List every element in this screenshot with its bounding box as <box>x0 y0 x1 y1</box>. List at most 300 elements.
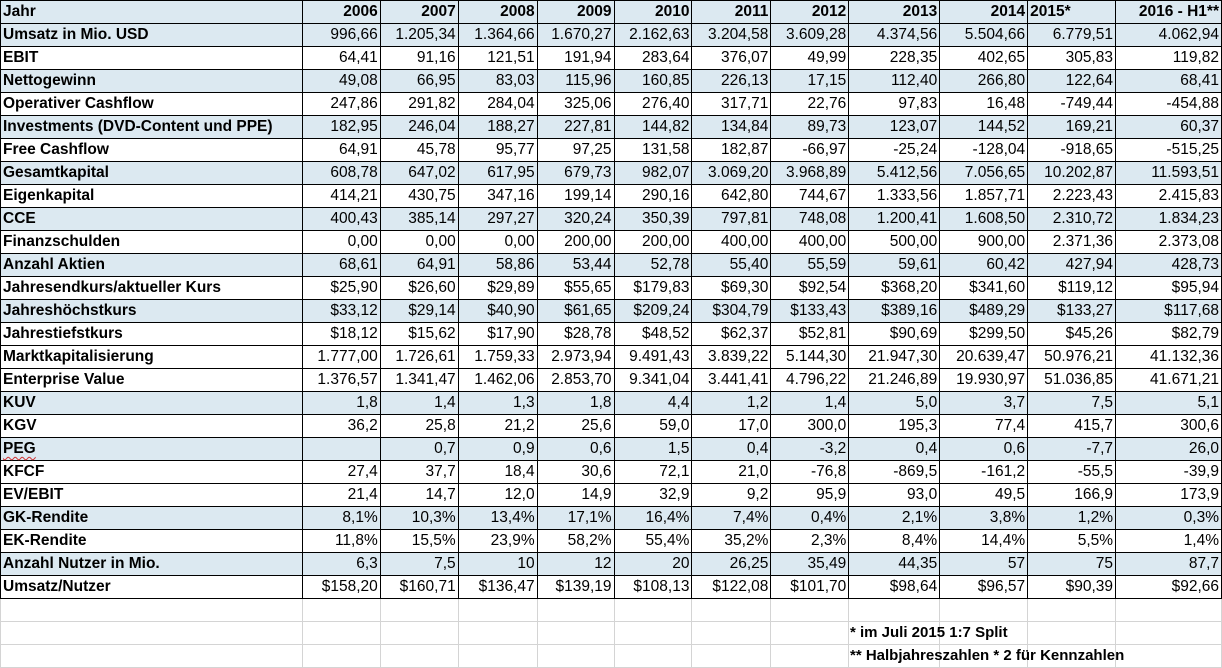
value-cell[interactable]: -76,8 <box>771 461 849 484</box>
value-cell[interactable]: $62,37 <box>692 323 771 346</box>
empty-cell[interactable] <box>692 645 771 668</box>
value-cell[interactable]: 7,5 <box>380 553 458 576</box>
value-cell[interactable]: 182,87 <box>692 139 771 162</box>
value-cell[interactable]: $92,66 <box>1116 576 1222 599</box>
empty-cell[interactable] <box>1116 622 1222 645</box>
value-cell[interactable]: 4,4 <box>614 392 692 415</box>
value-cell[interactable]: 55,59 <box>771 254 849 277</box>
value-cell[interactable]: 9.341,04 <box>614 369 692 392</box>
row-label[interactable] <box>1 438 303 461</box>
value-cell[interactable]: 1,5 <box>614 438 692 461</box>
value-cell[interactable]: 53,44 <box>537 254 614 277</box>
value-cell[interactable]: 11.593,51 <box>1116 162 1222 185</box>
value-cell[interactable]: 18,4 <box>458 461 537 484</box>
value-cell[interactable]: 35,2% <box>692 530 771 553</box>
value-cell[interactable]: 3.968,89 <box>771 162 849 185</box>
value-cell[interactable]: 123,07 <box>849 116 940 139</box>
row-label[interactable]: Jahresendkurs/aktueller Kurs <box>1 277 303 300</box>
empty-cell[interactable] <box>1 622 303 645</box>
value-cell[interactable]: 2.310,72 <box>1028 208 1116 231</box>
value-cell[interactable] <box>302 438 380 461</box>
value-cell[interactable]: -7,7 <box>1028 438 1116 461</box>
value-cell[interactable]: 57 <box>940 553 1028 576</box>
value-cell[interactable]: 25,6 <box>537 415 614 438</box>
value-cell[interactable]: $158,20 <box>302 576 380 599</box>
value-cell[interactable]: 45,78 <box>380 139 458 162</box>
empty-cell[interactable] <box>771 622 849 645</box>
row-label[interactable]: EK-Rendite <box>1 530 303 553</box>
value-cell[interactable]: 283,64 <box>614 47 692 70</box>
value-cell[interactable]: 608,78 <box>302 162 380 185</box>
value-cell[interactable]: 30,6 <box>537 461 614 484</box>
value-cell[interactable]: 2.371,36 <box>1028 231 1116 254</box>
empty-cell[interactable] <box>1028 622 1116 645</box>
value-cell[interactable]: $133,27 <box>1028 300 1116 323</box>
value-cell[interactable]: 1,2 <box>692 392 771 415</box>
value-cell[interactable]: 27,4 <box>302 461 380 484</box>
empty-cell[interactable] <box>771 645 849 668</box>
value-cell[interactable]: $26,60 <box>380 277 458 300</box>
value-cell[interactable]: 3,8% <box>940 507 1028 530</box>
value-cell[interactable]: $15,62 <box>380 323 458 346</box>
value-cell[interactable]: 5.504,66 <box>940 24 1028 47</box>
value-cell[interactable]: 427,94 <box>1028 254 1116 277</box>
value-cell[interactable]: $136,47 <box>458 576 537 599</box>
value-cell[interactable]: 199,14 <box>537 185 614 208</box>
empty-cell[interactable] <box>614 599 692 622</box>
value-cell[interactable]: 64,41 <box>302 47 380 70</box>
value-cell[interactable]: 72,1 <box>614 461 692 484</box>
value-cell[interactable]: $133,43 <box>771 300 849 323</box>
value-cell[interactable]: -39,9 <box>1116 461 1222 484</box>
value-cell[interactable]: 1.341,47 <box>380 369 458 392</box>
value-cell[interactable]: -454,88 <box>1116 93 1222 116</box>
value-cell[interactable]: $179,83 <box>614 277 692 300</box>
value-cell[interactable]: 119,82 <box>1116 47 1222 70</box>
value-cell[interactable]: -749,44 <box>1028 93 1116 116</box>
value-cell[interactable]: 17,0 <box>692 415 771 438</box>
empty-cell[interactable] <box>1116 599 1222 622</box>
empty-cell[interactable] <box>1 645 303 668</box>
value-cell[interactable]: 17,1% <box>537 507 614 530</box>
value-cell[interactable]: $45,26 <box>1028 323 1116 346</box>
empty-cell[interactable] <box>940 599 1028 622</box>
value-cell[interactable]: 21,4 <box>302 484 380 507</box>
row-label[interactable]: Nettogewinn <box>1 70 303 93</box>
value-cell[interactable]: 1.857,71 <box>940 185 1028 208</box>
header-cell-year[interactable]: 2008 <box>458 1 537 24</box>
value-cell[interactable]: 797,81 <box>692 208 771 231</box>
value-cell[interactable]: 144,52 <box>940 116 1028 139</box>
value-cell[interactable]: 20 <box>614 553 692 576</box>
row-label[interactable]: Anzahl Aktien <box>1 254 303 277</box>
value-cell[interactable]: $389,16 <box>849 300 940 323</box>
value-cell[interactable]: 284,04 <box>458 93 537 116</box>
value-cell[interactable]: $92,54 <box>771 277 849 300</box>
value-cell[interactable]: 49,5 <box>940 484 1028 507</box>
value-cell[interactable]: 1.333,56 <box>849 185 940 208</box>
value-cell[interactable]: 21.947,30 <box>849 346 940 369</box>
value-cell[interactable]: 3.204,58 <box>692 24 771 47</box>
value-cell[interactable]: 55,4% <box>614 530 692 553</box>
value-cell[interactable]: 68,61 <box>302 254 380 277</box>
value-cell[interactable]: 228,35 <box>849 47 940 70</box>
value-cell[interactable]: 68,41 <box>1116 70 1222 93</box>
value-cell[interactable]: 1.608,50 <box>940 208 1028 231</box>
empty-cell[interactable] <box>458 599 537 622</box>
value-cell[interactable]: 58,2% <box>537 530 614 553</box>
value-cell[interactable]: 32,9 <box>614 484 692 507</box>
header-cell-year[interactable]: 2015* <box>1028 1 1116 24</box>
value-cell[interactable]: 0,00 <box>380 231 458 254</box>
value-cell[interactable]: 3.069,20 <box>692 162 771 185</box>
value-cell[interactable]: 7,5 <box>1028 392 1116 415</box>
value-cell[interactable]: 60,37 <box>1116 116 1222 139</box>
value-cell[interactable]: 9.491,43 <box>614 346 692 369</box>
empty-cell[interactable] <box>771 599 849 622</box>
value-cell[interactable]: $119,12 <box>1028 277 1116 300</box>
value-cell[interactable]: 17,15 <box>771 70 849 93</box>
value-cell[interactable]: 3.609,28 <box>771 24 849 47</box>
value-cell[interactable]: 3,7 <box>940 392 1028 415</box>
value-cell[interactable]: 1.670,27 <box>537 24 614 47</box>
value-cell[interactable]: $52,81 <box>771 323 849 346</box>
value-cell[interactable]: 2.853,70 <box>537 369 614 392</box>
value-cell[interactable]: 744,67 <box>771 185 849 208</box>
value-cell[interactable]: 276,40 <box>614 93 692 116</box>
value-cell[interactable]: 617,95 <box>458 162 537 185</box>
value-cell[interactable]: 21.246,89 <box>849 369 940 392</box>
value-cell[interactable]: 49,08 <box>302 70 380 93</box>
value-cell[interactable]: 112,40 <box>849 70 940 93</box>
value-cell[interactable]: 59,0 <box>614 415 692 438</box>
value-cell[interactable]: 122,64 <box>1028 70 1116 93</box>
value-cell[interactable]: 0,4 <box>849 438 940 461</box>
value-cell[interactable]: 996,66 <box>302 24 380 47</box>
value-cell[interactable]: 91,16 <box>380 47 458 70</box>
value-cell[interactable]: 247,86 <box>302 93 380 116</box>
value-cell[interactable]: 428,73 <box>1116 254 1222 277</box>
header-cell-year[interactable]: 2007 <box>380 1 458 24</box>
value-cell[interactable]: $139,19 <box>537 576 614 599</box>
value-cell[interactable]: 52,78 <box>614 254 692 277</box>
value-cell[interactable]: 97,25 <box>537 139 614 162</box>
value-cell[interactable]: 8,1% <box>302 507 380 530</box>
value-cell[interactable]: 347,16 <box>458 185 537 208</box>
value-cell[interactable]: -3,2 <box>771 438 849 461</box>
value-cell[interactable]: 22,76 <box>771 93 849 116</box>
value-cell[interactable]: 64,91 <box>302 139 380 162</box>
value-cell[interactable]: $209,24 <box>614 300 692 323</box>
value-cell[interactable]: $90,69 <box>849 323 940 346</box>
value-cell[interactable]: 1.759,33 <box>458 346 537 369</box>
value-cell[interactable]: 26,25 <box>692 553 771 576</box>
value-cell[interactable]: 1,2% <box>1028 507 1116 530</box>
value-cell[interactable]: 400,00 <box>692 231 771 254</box>
value-cell[interactable]: 227,81 <box>537 116 614 139</box>
value-cell[interactable]: 95,9 <box>771 484 849 507</box>
value-cell[interactable]: $82,79 <box>1116 323 1222 346</box>
value-cell[interactable]: 21,2 <box>458 415 537 438</box>
empty-cell[interactable] <box>1116 645 1222 668</box>
value-cell[interactable]: 0,3% <box>1116 507 1222 530</box>
value-cell[interactable]: 1.777,00 <box>302 346 380 369</box>
value-cell[interactable]: 200,00 <box>537 231 614 254</box>
value-cell[interactable]: $25,90 <box>302 277 380 300</box>
value-cell[interactable]: 4.374,56 <box>849 24 940 47</box>
row-label[interactable]: GK-Rendite <box>1 507 303 530</box>
value-cell[interactable]: 51.036,85 <box>1028 369 1116 392</box>
row-label[interactable]: Jahreshöchstkurs <box>1 300 303 323</box>
value-cell[interactable]: 1.462,06 <box>458 369 537 392</box>
value-cell[interactable]: 15,5% <box>380 530 458 553</box>
value-cell[interactable]: 1.834,23 <box>1116 208 1222 231</box>
value-cell[interactable]: 59,61 <box>849 254 940 277</box>
value-cell[interactable]: 266,80 <box>940 70 1028 93</box>
value-cell[interactable]: 900,00 <box>940 231 1028 254</box>
value-cell[interactable]: 9,2 <box>692 484 771 507</box>
header-cell-label[interactable]: Jahr <box>1 1 303 24</box>
value-cell[interactable]: $95,94 <box>1116 277 1222 300</box>
value-cell[interactable]: $28,78 <box>537 323 614 346</box>
value-cell[interactable]: 290,16 <box>614 185 692 208</box>
value-cell[interactable]: 21,0 <box>692 461 771 484</box>
header-cell-year[interactable]: 2012 <box>771 1 849 24</box>
value-cell[interactable]: 2.162,63 <box>614 24 692 47</box>
value-cell[interactable]: 2.415,83 <box>1116 185 1222 208</box>
value-cell[interactable]: 2,3% <box>771 530 849 553</box>
value-cell[interactable]: 1.200,41 <box>849 208 940 231</box>
value-cell[interactable]: 16,48 <box>940 93 1028 116</box>
value-cell[interactable]: 64,91 <box>380 254 458 277</box>
value-cell[interactable]: $96,57 <box>940 576 1028 599</box>
value-cell[interactable]: $33,12 <box>302 300 380 323</box>
value-cell[interactable]: 200,00 <box>614 231 692 254</box>
header-cell-year[interactable]: 2010 <box>614 1 692 24</box>
value-cell[interactable]: 23,9% <box>458 530 537 553</box>
empty-cell[interactable] <box>380 599 458 622</box>
value-cell[interactable]: 0,4 <box>692 438 771 461</box>
value-cell[interactable]: 1,4 <box>771 392 849 415</box>
row-label[interactable]: Eigenkapital <box>1 185 303 208</box>
value-cell[interactable]: 12 <box>537 553 614 576</box>
value-cell[interactable]: 982,07 <box>614 162 692 185</box>
value-cell[interactable]: 246,04 <box>380 116 458 139</box>
value-cell[interactable]: $122,08 <box>692 576 771 599</box>
empty-cell[interactable] <box>380 622 458 645</box>
value-cell[interactable]: 25,8 <box>380 415 458 438</box>
row-label[interactable]: Finanzschulden <box>1 231 303 254</box>
value-cell[interactable]: $29,89 <box>458 277 537 300</box>
value-cell[interactable]: 350,39 <box>614 208 692 231</box>
row-label[interactable] <box>1 116 303 139</box>
value-cell[interactable]: $40,90 <box>458 300 537 323</box>
empty-cell[interactable] <box>614 645 692 668</box>
value-cell[interactable]: -55,5 <box>1028 461 1116 484</box>
value-cell[interactable]: $160,71 <box>380 576 458 599</box>
value-cell[interactable]: 679,73 <box>537 162 614 185</box>
value-cell[interactable]: 1.205,34 <box>380 24 458 47</box>
value-cell[interactable]: -869,5 <box>849 461 940 484</box>
value-cell[interactable]: -918,65 <box>1028 139 1116 162</box>
value-cell[interactable]: $117,68 <box>1116 300 1222 323</box>
value-cell[interactable]: 0,7 <box>380 438 458 461</box>
value-cell[interactable]: $48,52 <box>614 323 692 346</box>
value-cell[interactable]: 5.412,56 <box>849 162 940 185</box>
value-cell[interactable]: -515,25 <box>1116 139 1222 162</box>
header-cell-year[interactable]: 2011 <box>692 1 771 24</box>
value-cell[interactable]: 6.779,51 <box>1028 24 1116 47</box>
value-cell[interactable]: $18,12 <box>302 323 380 346</box>
value-cell[interactable]: 0,9 <box>458 438 537 461</box>
value-cell[interactable]: 1,8 <box>537 392 614 415</box>
value-cell[interactable]: 195,3 <box>849 415 940 438</box>
value-cell[interactable]: 14,4% <box>940 530 1028 553</box>
header-cell-year[interactable]: 2014 <box>940 1 1028 24</box>
value-cell[interactable]: $55,65 <box>537 277 614 300</box>
value-cell[interactable]: 13,4% <box>458 507 537 530</box>
row-label[interactable]: EBIT <box>1 47 303 70</box>
value-cell[interactable]: -66,97 <box>771 139 849 162</box>
value-cell[interactable]: 173,9 <box>1116 484 1222 507</box>
value-cell[interactable]: 325,06 <box>537 93 614 116</box>
value-cell[interactable]: 2.373,08 <box>1116 231 1222 254</box>
empty-cell[interactable] <box>458 645 537 668</box>
value-cell[interactable]: 160,85 <box>614 70 692 93</box>
row-label[interactable]: Operativer Cashflow <box>1 93 303 116</box>
value-cell[interactable]: 1.726,61 <box>380 346 458 369</box>
value-cell[interactable]: 166,9 <box>1028 484 1116 507</box>
value-cell[interactable]: 97,83 <box>849 93 940 116</box>
empty-cell[interactable] <box>537 622 614 645</box>
value-cell[interactable]: 5.144,30 <box>771 346 849 369</box>
value-cell[interactable]: 2.973,94 <box>537 346 614 369</box>
value-cell[interactable]: 1,4% <box>1116 530 1222 553</box>
value-cell[interactable]: 5,5% <box>1028 530 1116 553</box>
value-cell[interactable]: 131,58 <box>614 139 692 162</box>
value-cell[interactable]: 115,96 <box>537 70 614 93</box>
value-cell[interactable]: 415,7 <box>1028 415 1116 438</box>
value-cell[interactable]: 647,02 <box>380 162 458 185</box>
value-cell[interactable]: 430,75 <box>380 185 458 208</box>
value-cell[interactable]: 317,71 <box>692 93 771 116</box>
empty-cell[interactable] <box>380 645 458 668</box>
row-label[interactable]: Umsatz in Mio. USD <box>1 24 303 47</box>
value-cell[interactable]: 77,4 <box>940 415 1028 438</box>
value-cell[interactable]: $341,60 <box>940 277 1028 300</box>
value-cell[interactable]: 169,21 <box>1028 116 1116 139</box>
row-label[interactable]: KFCF <box>1 461 303 484</box>
value-cell[interactable]: 0,00 <box>302 231 380 254</box>
value-cell[interactable]: 0,00 <box>458 231 537 254</box>
value-cell[interactable]: 188,27 <box>458 116 537 139</box>
header-cell-year[interactable]: 2013 <box>849 1 940 24</box>
value-cell[interactable]: 41.671,21 <box>1116 369 1222 392</box>
row-label[interactable]: Jahrestiefstkurs <box>1 323 303 346</box>
value-cell[interactable]: 83,03 <box>458 70 537 93</box>
empty-cell[interactable] <box>302 622 380 645</box>
value-cell[interactable]: 44,35 <box>849 553 940 576</box>
value-cell[interactable]: 7,4% <box>692 507 771 530</box>
value-cell[interactable]: 89,73 <box>771 116 849 139</box>
value-cell[interactable]: $368,20 <box>849 277 940 300</box>
value-cell[interactable]: 5,1 <box>1116 392 1222 415</box>
row-label[interactable]: KUV <box>1 392 303 415</box>
value-cell[interactable]: 14,7 <box>380 484 458 507</box>
value-cell[interactable]: 14,9 <box>537 484 614 507</box>
value-cell[interactable]: 134,84 <box>692 116 771 139</box>
value-cell[interactable]: -161,2 <box>940 461 1028 484</box>
value-cell[interactable]: 58,86 <box>458 254 537 277</box>
empty-cell[interactable] <box>692 622 771 645</box>
value-cell[interactable]: 300,0 <box>771 415 849 438</box>
value-cell[interactable]: 1,4 <box>380 392 458 415</box>
value-cell[interactable]: 50.976,21 <box>1028 346 1116 369</box>
value-cell[interactable]: 10 <box>458 553 537 576</box>
empty-cell[interactable] <box>302 599 380 622</box>
value-cell[interactable]: 385,14 <box>380 208 458 231</box>
value-cell[interactable]: 12,0 <box>458 484 537 507</box>
value-cell[interactable]: 402,65 <box>940 47 1028 70</box>
row-label[interactable]: Umsatz/Nutzer <box>1 576 303 599</box>
row-label[interactable]: CCE <box>1 208 303 231</box>
empty-cell[interactable] <box>692 599 771 622</box>
value-cell[interactable]: 320,24 <box>537 208 614 231</box>
value-cell[interactable]: 748,08 <box>771 208 849 231</box>
value-cell[interactable]: $304,79 <box>692 300 771 323</box>
row-label[interactable]: Enterprise Value <box>1 369 303 392</box>
value-cell[interactable]: 0,4% <box>771 507 849 530</box>
value-cell[interactable]: 642,80 <box>692 185 771 208</box>
value-cell[interactable]: 414,21 <box>302 185 380 208</box>
value-cell[interactable]: 60,42 <box>940 254 1028 277</box>
value-cell[interactable]: 305,83 <box>1028 47 1116 70</box>
value-cell[interactable]: 191,94 <box>537 47 614 70</box>
value-cell[interactable]: 16,4% <box>614 507 692 530</box>
value-cell[interactable]: 55,40 <box>692 254 771 277</box>
value-cell[interactable]: $17,90 <box>458 323 537 346</box>
empty-cell[interactable] <box>537 599 614 622</box>
value-cell[interactable]: 26,0 <box>1116 438 1222 461</box>
value-cell[interactable]: 8,4% <box>849 530 940 553</box>
value-cell[interactable]: $98,64 <box>849 576 940 599</box>
empty-cell[interactable] <box>458 622 537 645</box>
row-label[interactable]: Free Cashflow <box>1 139 303 162</box>
empty-cell[interactable] <box>302 645 380 668</box>
header-cell-year[interactable]: 2006 <box>302 1 380 24</box>
value-cell[interactable]: 297,27 <box>458 208 537 231</box>
value-cell[interactable]: 87,7 <box>1116 553 1222 576</box>
header-cell-year[interactable]: 2009 <box>537 1 614 24</box>
value-cell[interactable]: 95,77 <box>458 139 537 162</box>
value-cell[interactable]: $61,65 <box>537 300 614 323</box>
value-cell[interactable]: 226,13 <box>692 70 771 93</box>
row-label[interactable]: EV/EBIT <box>1 484 303 507</box>
header-cell-year[interactable]: 2016 - H1** <box>1116 1 1222 24</box>
empty-cell[interactable] <box>849 599 940 622</box>
value-cell[interactable]: 49,99 <box>771 47 849 70</box>
value-cell[interactable]: 4.796,22 <box>771 369 849 392</box>
value-cell[interactable]: 300,6 <box>1116 415 1222 438</box>
value-cell[interactable]: $299,50 <box>940 323 1028 346</box>
value-cell[interactable]: 376,07 <box>692 47 771 70</box>
empty-cell[interactable] <box>537 645 614 668</box>
value-cell[interactable]: 0,6 <box>940 438 1028 461</box>
value-cell[interactable]: 2.223,43 <box>1028 185 1116 208</box>
empty-cell[interactable] <box>1028 599 1116 622</box>
value-cell[interactable]: 121,51 <box>458 47 537 70</box>
value-cell[interactable]: 6,3 <box>302 553 380 576</box>
